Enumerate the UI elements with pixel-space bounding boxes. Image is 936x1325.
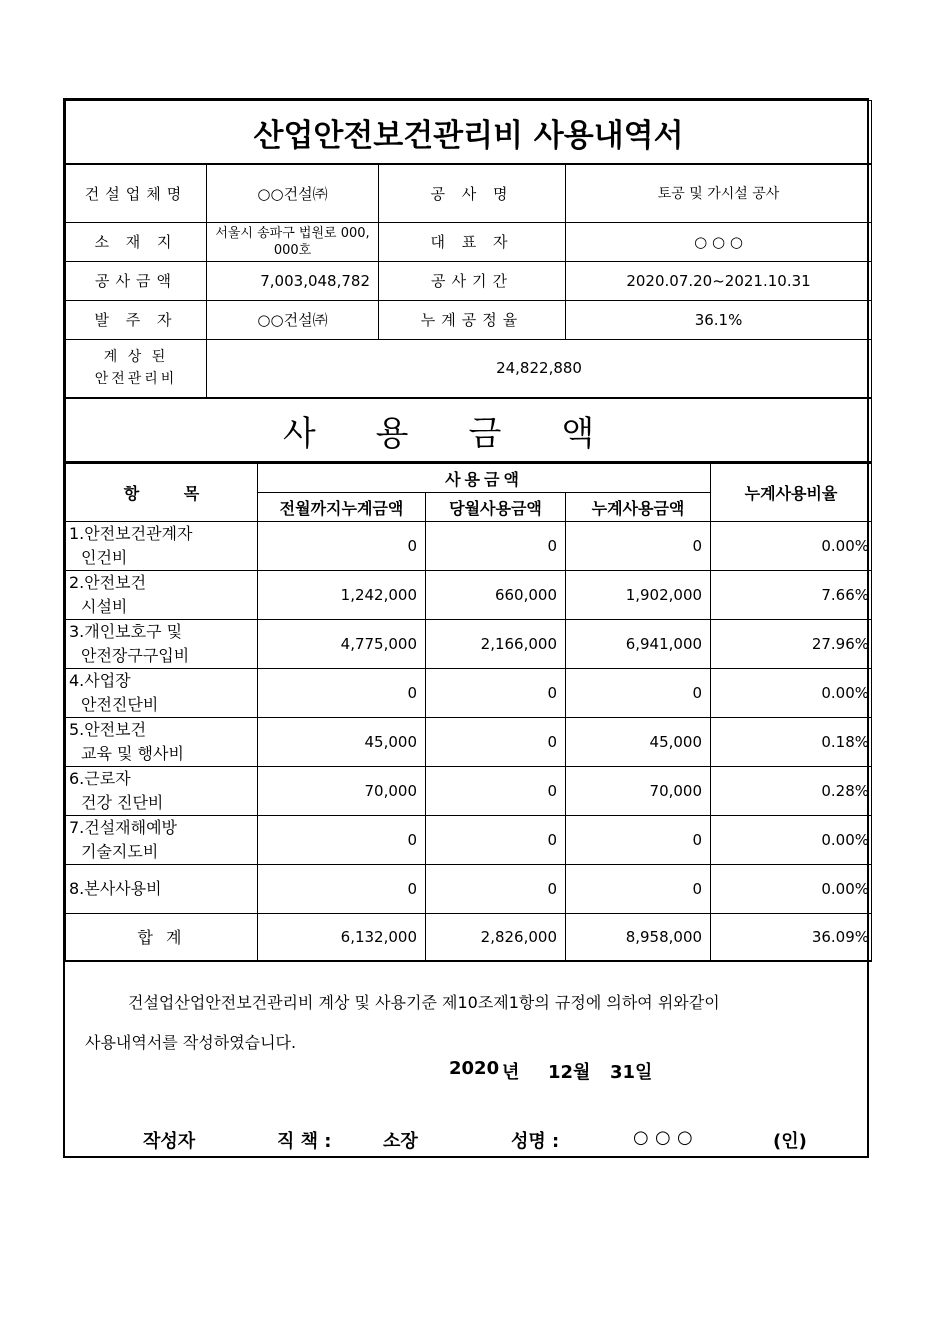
row-month: 660,000 [426, 571, 566, 620]
position-value: 소장 [383, 1131, 418, 1152]
planned-value: 24,822,880 [207, 339, 872, 398]
row-item-line2: 안전진단비 [81, 695, 159, 714]
row-item-line1: 2.안전보건 [69, 573, 147, 592]
row-item-line1: 3.개인보호구 및 [69, 622, 183, 641]
document-frame [63, 98, 869, 1158]
amount-value: 7,003,048,782 [207, 261, 379, 300]
row-item-name [66, 718, 258, 767]
progress-value: 36.1% [566, 300, 872, 339]
row-item-line2: 인건비 [81, 548, 128, 567]
table-row [66, 571, 872, 620]
table-row [66, 767, 872, 816]
row-cum: 0 [566, 865, 711, 914]
row-cum: 45,000 [566, 718, 711, 767]
period-label: 공사기간 [379, 261, 566, 300]
progress-label: 누계공정율 [379, 300, 566, 339]
total-cum: 8,958,000 [566, 913, 711, 961]
planned-label-line1: 계 상 된 [103, 349, 169, 366]
row-item-line1: 7.건설재해예방 [69, 818, 178, 837]
period-value: 2020.07.20~2021.10.31 [566, 261, 872, 300]
row-month: 0 [426, 718, 566, 767]
seal-mark: (인) [773, 1131, 807, 1152]
planned-label-line2: 안전관리비 [94, 371, 178, 388]
table-row [66, 816, 872, 865]
row-ratio: 27.96% [711, 620, 872, 669]
row-item-name [66, 669, 258, 718]
date-month: 12월 [548, 1062, 591, 1083]
total-label: 합 계 [66, 913, 258, 961]
total-ratio: 36.09% [711, 913, 872, 961]
row-prev: 0 [258, 669, 426, 718]
row-prev: 4,775,000 [258, 620, 426, 669]
row-prev: 45,000 [258, 718, 426, 767]
row-cum: 0 [566, 522, 711, 571]
row-item-line1: 5.안전보건 [69, 720, 147, 739]
row-item-line2: 안전장구구입비 [81, 646, 190, 665]
statement-line2: 사용내역서를 작성하였습니다. [85, 1033, 297, 1052]
row-ratio: 0.00% [711, 865, 872, 914]
row-ratio: 0.18% [711, 718, 872, 767]
row-month: 0 [426, 522, 566, 571]
table-row [66, 865, 872, 914]
row-prev: 0 [258, 865, 426, 914]
col-group-header: 사용금액 [258, 464, 711, 493]
row-prev: 0 [258, 522, 426, 571]
row-item-line2: 교육 및 행사비 [81, 744, 184, 763]
row-ratio: 0.28% [711, 767, 872, 816]
row-item-name [66, 816, 258, 865]
position-label: 직 책 : [277, 1131, 332, 1152]
row-item-line1: 6.근로자 [69, 769, 131, 788]
date-year: 2020 [449, 1058, 500, 1079]
section-title: 사용금액 [66, 398, 872, 462]
row-prev: 1,242,000 [258, 571, 426, 620]
row-item-name [66, 767, 258, 816]
row-item-line2: 기술지도비 [81, 842, 159, 861]
table-row [66, 522, 872, 571]
row-ratio: 0.00% [711, 669, 872, 718]
location-label: 소 재 지 [66, 222, 207, 261]
author-label: 작성자 [143, 1131, 196, 1152]
company-value: ○○건설㈜ [207, 164, 379, 222]
row-item-line2: 시설비 [81, 597, 128, 616]
rep-label: 대 표 자 [379, 222, 566, 261]
location-value: 서울시 송파구 법원로 000, 000호 [207, 222, 379, 261]
col-cum-header: 누계사용금액 [566, 493, 711, 522]
row-month: 0 [426, 767, 566, 816]
row-cum: 6,941,000 [566, 620, 711, 669]
total-month: 2,826,000 [426, 913, 566, 961]
total-prev: 6,132,000 [258, 913, 426, 961]
col-prev-header: 전월까지누계금액 [258, 493, 426, 522]
planned-label [66, 339, 207, 398]
amount-label: 공사금액 [66, 261, 207, 300]
row-item-line2: 건강 진단비 [81, 793, 164, 812]
row-cum: 1,902,000 [566, 571, 711, 620]
row-cum: 0 [566, 816, 711, 865]
client-value: ○○건설㈜ [207, 300, 379, 339]
statement-line1: 건설업산업안전보건관리비 계상 및 사용기준 제10조제1항의 규정에 의하여 위와같이 [128, 993, 720, 1012]
row-month: 0 [426, 816, 566, 865]
row-item-line1: 8.본사사용비 [69, 878, 162, 898]
row-item-line1: 1.안전보건관계자 [69, 524, 193, 543]
header-table [65, 100, 872, 463]
document-title: 산업안전보건관리비 사용내역서 [66, 101, 872, 165]
rep-value: ○ ○ ○ [566, 222, 872, 261]
row-prev: 0 [258, 816, 426, 865]
project-label: 공 사 명 [379, 164, 566, 222]
row-item-name [66, 571, 258, 620]
name-label: 성명 : [511, 1131, 560, 1152]
table-row [66, 669, 872, 718]
row-ratio: 0.00% [711, 816, 872, 865]
col-ratio-header: 누계사용비율 [711, 464, 872, 522]
row-month: 2,166,000 [426, 620, 566, 669]
row-item-name [66, 620, 258, 669]
client-label: 발 주 자 [66, 300, 207, 339]
row-cum: 0 [566, 669, 711, 718]
row-month: 0 [426, 669, 566, 718]
row-prev: 70,000 [258, 767, 426, 816]
row-cum: 70,000 [566, 767, 711, 816]
company-label: 건설업체명 [66, 164, 207, 222]
table-row [66, 620, 872, 669]
date-year-unit: 년 [502, 1062, 520, 1083]
name-value: ○ ○ ○ [633, 1127, 693, 1148]
row-ratio: 0.00% [711, 522, 872, 571]
usage-table [65, 463, 872, 962]
col-item-header: 항 목 [66, 464, 258, 522]
row-ratio: 7.66% [711, 571, 872, 620]
row-month: 0 [426, 865, 566, 914]
row-item-name [66, 865, 258, 914]
row-item-name [66, 522, 258, 571]
date-day: 31일 [610, 1062, 653, 1083]
row-item-line1: 4.사업장 [69, 671, 131, 690]
col-month-header: 당월사용금액 [426, 493, 566, 522]
project-value: 토공 및 가시설 공사 [566, 164, 872, 222]
table-row [66, 718, 872, 767]
